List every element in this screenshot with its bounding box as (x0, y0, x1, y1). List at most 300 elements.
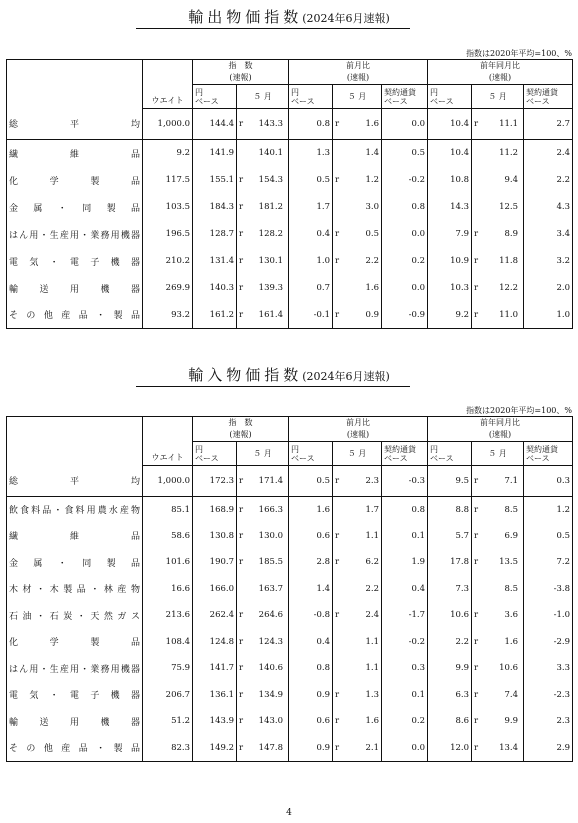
header-yoy-may (472, 442, 524, 466)
yoy-yen-cell (428, 140, 472, 167)
revised-mark: r (239, 229, 244, 239)
mom-yen-cell-value: 0.6 (316, 716, 330, 727)
yoy-yen-cell-value: 7.3 (455, 583, 470, 594)
mom-contract-cell (382, 629, 428, 656)
yoy-yen-cell (428, 466, 472, 497)
mom-contract-cell (382, 602, 428, 629)
yoy-yen-cell-value: 6.3 (455, 689, 470, 700)
index-yen-cell-value: 168.9 (209, 504, 234, 515)
yoy-may-cell (472, 735, 524, 762)
index-yen-cell-value: 149.2 (209, 742, 234, 753)
header-yoy-yen-base (428, 442, 472, 466)
yoy-may-cell-value: 12.5 (499, 202, 519, 212)
index-yen-cell-value: 184.3 (209, 202, 234, 212)
mom-yen-cell (289, 221, 333, 248)
mom-yen-cell (289, 194, 333, 221)
row-name: 石油・石炭・天然ガス (9, 611, 140, 622)
index-may-cell-value: 264.6 (258, 610, 283, 621)
yoy-contract-cell (524, 275, 573, 302)
yoy-contract-cell-value: 4.3 (556, 202, 571, 212)
weight-cell-value: 117.5 (165, 175, 190, 185)
index-may-cell-value: 161.4 (258, 309, 283, 320)
revised-mark: r (335, 229, 340, 239)
mom-may-cell-value: 1.4 (365, 148, 379, 159)
yoy-yen-cell-value: 8.8 (455, 504, 470, 515)
revised-mark: r (239, 689, 244, 700)
index-may-cell (237, 576, 289, 603)
yoy-yen-cell-value: 10.3 (450, 283, 470, 293)
table-row (7, 735, 573, 762)
header-mom (289, 417, 428, 430)
mom-may-cell-value: 2.2 (365, 256, 379, 266)
index-may-cell-value: 154.3 (258, 175, 283, 185)
mom-contract-cell-value: 0.0 (411, 283, 426, 293)
mom-contract-cell-value: 0.4 (411, 583, 426, 594)
yoy-contract-cell (524, 576, 573, 603)
mom-contract-cell (382, 655, 428, 682)
weight-cell-value: 9.2 (176, 148, 190, 159)
mom-contract-cell (382, 248, 428, 275)
revised-mark: r (239, 119, 244, 129)
mom-contract-cell-value: 0.2 (411, 716, 426, 727)
weight-cell (143, 708, 193, 735)
import-title: 輸入物価指数(2024年6月速報) (188, 366, 390, 384)
mom-yen-cell (289, 248, 333, 275)
mom-yen-cell-value: 0.7 (316, 283, 330, 293)
weight-cell (143, 576, 193, 603)
weight-cell (143, 109, 193, 140)
revised-mark: r (239, 283, 244, 293)
header-yoy-yen-base-line2: ベース (430, 453, 454, 463)
weight-cell (143, 496, 193, 523)
weight-cell-value: 51.2 (171, 716, 190, 727)
yoy-contract-cell-value: 1.0 (556, 309, 571, 320)
header-blank-weight (143, 417, 193, 442)
revised-mark: r (474, 119, 479, 129)
mom-may-cell-value: 2.1 (365, 742, 379, 753)
mom-yen-cell-value: 0.8 (316, 663, 330, 674)
yoy-yen-cell-value: 10.9 (450, 256, 470, 266)
table-row (7, 248, 573, 275)
yoy-may-cell-value: 1.6 (504, 636, 519, 647)
yoy-contract-cell (524, 735, 573, 762)
header-mom-contract (382, 85, 428, 109)
index-yen-cell (193, 302, 237, 329)
weight-cell (143, 549, 193, 576)
yoy-contract-cell (524, 682, 573, 709)
mom-contract-cell-value: 0.8 (411, 202, 426, 212)
index-may-cell (237, 221, 289, 248)
header-blank (7, 417, 143, 466)
header-mom-label: 前月比 (346, 61, 371, 70)
mom-may-cell-value: 1.1 (365, 636, 379, 647)
mom-contract-cell (382, 140, 428, 167)
index-may-cell (237, 496, 289, 523)
yoy-may-cell (472, 302, 524, 329)
index-may-cell-value: 124.3 (258, 636, 283, 647)
header-mom-yen-base-line2: ベース (291, 453, 315, 463)
mom-contract-cell (382, 682, 428, 709)
weight-cell (143, 140, 193, 167)
mom-contract-cell (382, 523, 428, 550)
table-row (7, 275, 573, 302)
revised-mark: r (239, 557, 244, 568)
mom-yen-cell-value: 0.8 (316, 119, 330, 129)
header-yen-base-line2: ベース (195, 453, 219, 463)
table-row (7, 302, 573, 329)
weight-cell-value: 196.5 (165, 229, 190, 239)
header-blank (7, 60, 143, 109)
mom-yen-cell (289, 275, 333, 302)
index-may-cell-value: 128.2 (258, 229, 283, 239)
mom-may-cell (333, 221, 382, 248)
yoy-yen-cell (428, 629, 472, 656)
yoy-yen-cell (428, 602, 472, 629)
row-name: 繊維品 (9, 149, 140, 160)
mom-contract-cell (382, 576, 428, 603)
yoy-yen-cell (428, 167, 472, 194)
mom-may-cell (333, 629, 382, 656)
header-yoy-contract (524, 442, 573, 466)
index-yen-cell-value: 131.4 (209, 256, 234, 266)
header-mom-yen-base-line1: 円 (291, 444, 299, 454)
mom-contract-cell (382, 275, 428, 302)
export-title: 輸出物価指数(2024年6月速報) (188, 8, 390, 26)
page-number: 4 (286, 808, 292, 818)
mom-may-cell-value: 1.6 (365, 283, 379, 293)
yoy-may-cell-value: 11.2 (499, 148, 519, 159)
yoy-yen-cell (428, 109, 472, 140)
mom-yen-cell-value: 0.9 (316, 742, 330, 753)
index-may-cell-value: 181.2 (258, 202, 283, 212)
mom-yen-cell (289, 167, 333, 194)
revised-mark: r (239, 309, 244, 320)
weight-cell-value: 206.7 (165, 689, 190, 700)
header-yen-base-line2: ベース (195, 96, 219, 106)
index-may-cell-value: 139.3 (258, 283, 283, 293)
yoy-contract-cell-value: -2.3 (553, 689, 571, 700)
table-row (7, 109, 573, 140)
mom-yen-cell-value: 2.8 (316, 557, 330, 568)
mom-yen-cell (289, 655, 333, 682)
index-yen-cell (193, 496, 237, 523)
mom-yen-cell (289, 302, 333, 329)
yoy-may-cell-value: 13.5 (499, 557, 519, 568)
index-yen-cell-value: 172.3 (209, 475, 234, 486)
header-index-sub: (速報) (193, 429, 289, 442)
mom-may-cell-value: 1.3 (365, 689, 379, 700)
revised-mark: r (474, 530, 479, 541)
index-yen-cell (193, 735, 237, 762)
yoy-yen-cell (428, 549, 472, 576)
import-title-underline (136, 386, 410, 387)
yoy-may-cell-value: 8.9 (504, 229, 519, 239)
header-yoy (428, 60, 573, 73)
yoy-may-cell (472, 275, 524, 302)
index-yen-cell (193, 602, 237, 629)
yoy-may-cell (472, 549, 524, 576)
header-yoy-contract-line1: 契約通貨 (526, 87, 559, 97)
yoy-may-cell (472, 194, 524, 221)
yoy-contract-cell (524, 109, 573, 140)
table-row (7, 629, 573, 656)
index-may-cell-value: 130.0 (258, 530, 283, 541)
row-name: 輸送用機器 (9, 717, 140, 728)
mom-yen-cell-value: 0.4 (316, 636, 330, 647)
header-mom-contract-line1: 契約通貨 (384, 87, 416, 97)
table-row (7, 496, 573, 523)
yoy-may-cell (472, 109, 524, 140)
revised-mark: r (474, 475, 479, 486)
header-yoy-label: 前年同月比 (480, 418, 521, 427)
yoy-yen-cell (428, 682, 472, 709)
yoy-may-cell (472, 167, 524, 194)
yoy-contract-cell (524, 523, 573, 550)
revised-mark: r (239, 175, 244, 185)
header-index-label: 指 数 (228, 61, 253, 70)
revised-mark: r (474, 309, 479, 320)
header-yen-base-line1: 円 (195, 87, 203, 97)
index-yen-cell-value: 144.4 (209, 119, 234, 129)
weight-cell (143, 602, 193, 629)
row-name: はん用・生産用・業務用機器 (9, 664, 140, 675)
revised-mark: r (239, 256, 244, 266)
header-mom-sub: (速報) (289, 429, 428, 442)
index-may-cell-value: 130.1 (258, 256, 283, 266)
mom-contract-cell-value: 0.0 (411, 229, 426, 239)
header-yoy-contract-line2: ベース (526, 96, 550, 106)
weight-cell-value: 108.4 (165, 636, 190, 647)
mom-yen-cell (289, 735, 333, 762)
mom-contract-cell-value: -0.2 (408, 175, 426, 185)
yoy-contract-cell-value: 2.4 (556, 148, 571, 159)
mom-contract-cell (382, 549, 428, 576)
mom-contract-cell (382, 466, 428, 497)
mom-yen-cell-value: -0.1 (313, 309, 330, 320)
row-name: 総平均 (7, 109, 143, 140)
mom-contract-cell-value: 0.1 (411, 530, 426, 541)
yoy-may-cell-value: 11.1 (499, 119, 519, 129)
table-row (7, 221, 573, 248)
index-may-cell-value: 140.1 (258, 148, 283, 159)
yoy-may-cell-value: 9.9 (504, 716, 519, 727)
mom-contract-cell (382, 221, 428, 248)
yoy-contract-cell-value: -2.9 (553, 636, 571, 647)
table-row (7, 466, 573, 497)
import-price-table (6, 416, 573, 762)
weight-cell (143, 735, 193, 762)
header-blank-weight (143, 60, 193, 85)
mom-may-cell (333, 602, 382, 629)
yoy-contract-cell-value: -1.0 (553, 610, 571, 621)
index-may-cell (237, 167, 289, 194)
mom-yen-cell-value: 0.5 (316, 475, 330, 486)
header-mom-contract (382, 442, 428, 466)
index-yen-cell (193, 167, 237, 194)
yoy-may-cell (472, 248, 524, 275)
table-row (7, 708, 573, 735)
index-yen-cell (193, 109, 237, 140)
yoy-contract-cell (524, 221, 573, 248)
header-mom-contract-line1: 契約通貨 (384, 444, 416, 454)
yoy-yen-cell (428, 655, 472, 682)
yoy-yen-cell (428, 275, 472, 302)
table-row (7, 549, 573, 576)
weight-cell-value: 101.6 (165, 557, 190, 568)
yoy-may-cell-value: 7.1 (504, 475, 519, 486)
table-row (7, 576, 573, 603)
mom-yen-cell (289, 629, 333, 656)
yoy-yen-cell-value: 5.7 (455, 530, 470, 541)
index-may-cell (237, 248, 289, 275)
revised-mark: r (474, 504, 479, 515)
index-yen-cell (193, 655, 237, 682)
revised-mark: r (239, 202, 244, 212)
header-yoy-yen-base-line1: 円 (430, 444, 439, 454)
mom-may-cell-value: 0.9 (365, 309, 379, 320)
row-name: 電気・電子機器 (9, 257, 140, 268)
weight-cell-value: 58.6 (171, 530, 190, 541)
yoy-contract-cell-value: -3.8 (553, 583, 571, 594)
weight-cell-value: 103.5 (165, 202, 190, 212)
header-mom-contract-line2: ベース (384, 96, 408, 106)
mom-contract-cell-value: 0.8 (411, 504, 426, 515)
revised-mark: r (239, 504, 244, 515)
yoy-contract-cell (524, 655, 573, 682)
header-may-line1: ５ 月 (253, 92, 272, 101)
mom-contract-cell-value: 0.1 (411, 689, 426, 700)
index-may-cell-value: 143.3 (258, 119, 283, 129)
row-name: 金属・同製品 (9, 203, 140, 214)
weight-cell (143, 167, 193, 194)
weight-cell-value: 1,000.0 (157, 475, 190, 486)
mom-may-cell-value: 1.1 (365, 530, 379, 541)
yoy-may-cell (472, 221, 524, 248)
yoy-contract-cell-value: 3.3 (556, 663, 571, 674)
yoy-yen-cell (428, 576, 472, 603)
header-yoy-may (472, 85, 524, 109)
revised-mark: r (335, 557, 340, 568)
yoy-yen-cell (428, 735, 472, 762)
revised-mark: r (239, 475, 244, 486)
header-may (237, 442, 289, 466)
index-may-cell (237, 655, 289, 682)
weight-cell-value: 85.1 (171, 504, 190, 515)
mom-yen-cell-value: 0.5 (316, 175, 330, 185)
mom-yen-cell (289, 466, 333, 497)
index-may-cell-value: 171.4 (258, 475, 283, 486)
mom-contract-cell (382, 167, 428, 194)
mom-may-cell (333, 655, 382, 682)
header-yoy-yen-base (428, 85, 472, 109)
mom-may-cell (333, 167, 382, 194)
header-index (193, 60, 289, 73)
header-yen-base (193, 85, 237, 109)
yoy-may-cell-value: 12.2 (499, 283, 519, 293)
header-yoy-may-line1: ５ 月 (488, 449, 507, 458)
yoy-may-cell (472, 140, 524, 167)
index-yen-cell (193, 523, 237, 550)
row-name: 金属・同製品 (9, 558, 140, 569)
index-yen-cell (193, 275, 237, 302)
index-may-cell-value: 140.6 (258, 663, 283, 674)
row-name: 繊維品 (9, 532, 140, 543)
index-yen-cell (193, 629, 237, 656)
yoy-yen-cell (428, 496, 472, 523)
yoy-contract-cell-value: 3.4 (556, 229, 571, 239)
header-yoy-contract-line1: 契約通貨 (526, 444, 559, 454)
mom-may-cell-value: 1.6 (365, 716, 379, 727)
revised-mark: r (474, 716, 479, 727)
revised-mark: r (335, 742, 340, 753)
header-yen-base-line1: 円 (195, 444, 203, 454)
mom-may-cell (333, 682, 382, 709)
mom-contract-cell-value: 0.5 (411, 148, 426, 159)
yoy-yen-cell-value: 7.9 (455, 229, 470, 239)
mom-may-cell-value: 2.3 (365, 475, 379, 486)
mom-contract-cell-value: 0.0 (411, 119, 426, 129)
mom-yen-cell (289, 549, 333, 576)
weight-cell (143, 221, 193, 248)
index-yen-cell-value: 141.9 (209, 148, 234, 159)
weight-cell-value: 269.9 (165, 283, 190, 293)
header-mom-yen-base-line1: 円 (291, 87, 299, 97)
weight-cell (143, 275, 193, 302)
header-may (237, 85, 289, 109)
mom-may-cell (333, 466, 382, 497)
mom-yen-cell (289, 576, 333, 603)
revised-mark: r (239, 742, 244, 753)
yoy-yen-cell-value: 9.2 (455, 309, 470, 320)
yoy-yen-cell (428, 221, 472, 248)
yoy-contract-cell-value: 0.5 (556, 530, 571, 541)
mom-yen-cell-value: 1.0 (316, 256, 330, 266)
weight-cell (143, 194, 193, 221)
index-yen-cell-value: 130.8 (209, 530, 234, 541)
index-yen-cell-value: 190.7 (209, 557, 234, 568)
yoy-contract-cell-value: 2.0 (556, 283, 571, 293)
mom-contract-cell-value: -1.7 (408, 610, 426, 621)
yoy-yen-cell (428, 248, 472, 275)
mom-yen-cell (289, 682, 333, 709)
mom-yen-cell (289, 140, 333, 167)
mom-may-cell (333, 140, 382, 167)
index-may-cell (237, 549, 289, 576)
yoy-yen-cell-value: 14.3 (450, 202, 470, 212)
index-yen-cell-value: 140.3 (209, 283, 234, 293)
revised-mark: r (474, 636, 479, 647)
yoy-may-cell-value: 10.6 (499, 663, 519, 674)
revised-mark: r (335, 175, 340, 185)
mom-may-cell (333, 248, 382, 275)
index-yen-cell (193, 248, 237, 275)
row-name: 輸送用機器 (9, 284, 140, 295)
weight-cell (143, 248, 193, 275)
header-yoy-label: 前年同月比 (480, 61, 521, 70)
yoy-contract-cell-value: 2.3 (556, 716, 571, 727)
yoy-yen-cell-value: 2.2 (455, 636, 470, 647)
index-yen-cell (193, 466, 237, 497)
table-row (7, 140, 573, 167)
mom-yen-cell-value: 1.6 (316, 504, 330, 515)
mom-may-cell (333, 523, 382, 550)
export-price-table (6, 59, 573, 329)
index-yen-cell-value: 124.8 (209, 636, 234, 647)
yoy-yen-cell-value: 10.6 (450, 610, 470, 621)
mom-may-cell-value: 0.5 (365, 229, 379, 239)
yoy-may-cell (472, 629, 524, 656)
weight-cell (143, 466, 193, 497)
